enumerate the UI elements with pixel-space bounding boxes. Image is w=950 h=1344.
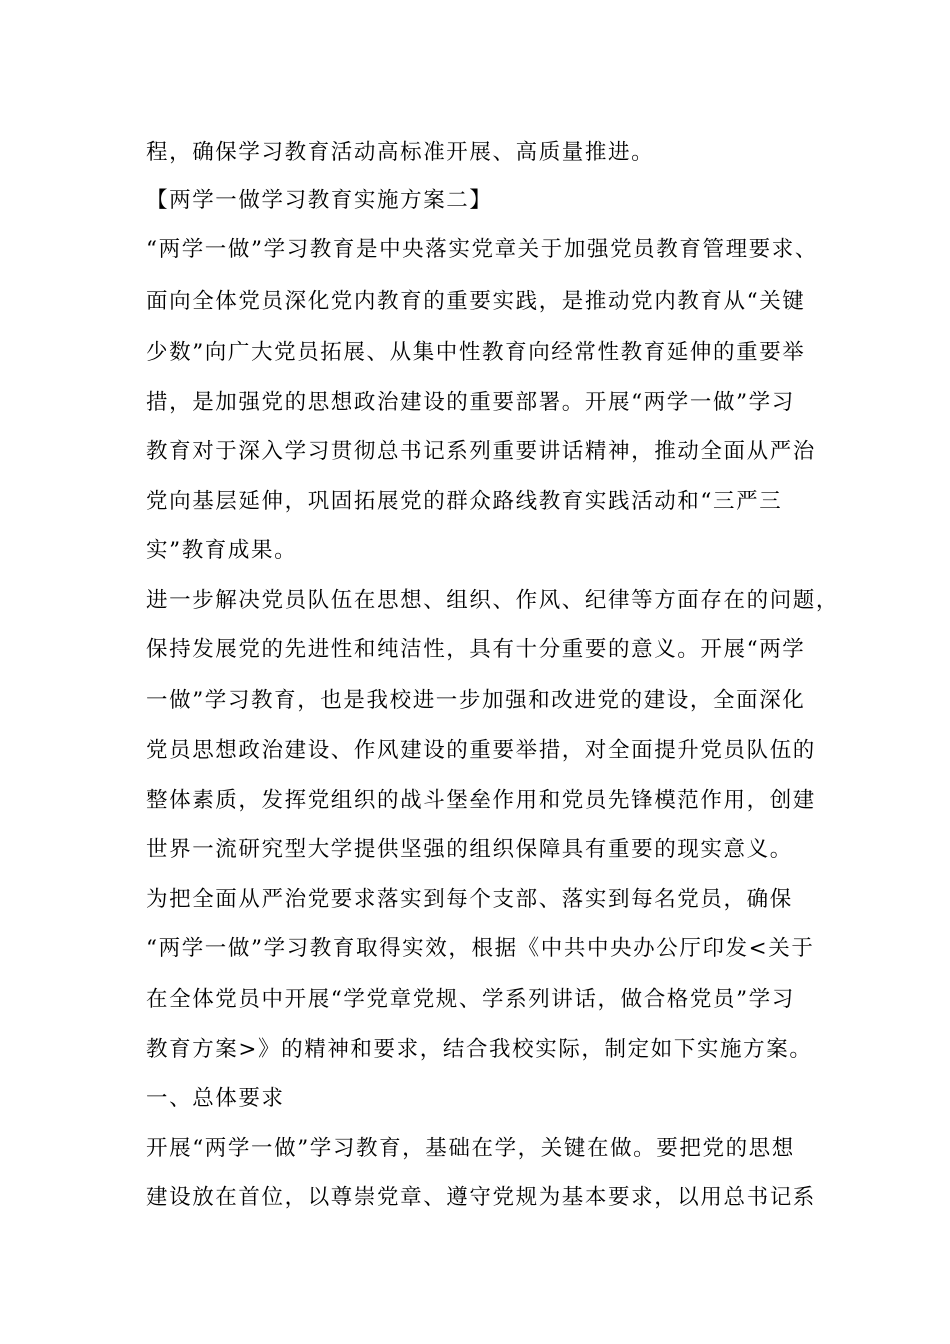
text-line: 措，是加强党的思想政治建设的重要部署。开展“两学一做”学习 <box>146 390 795 415</box>
text-line: 面向全体党员深化党内教育的重要实践，是推动党内教育从“关键 <box>146 289 806 314</box>
text-line: 教育对于深入学习贯彻总书记系列重要讲话精神，推动全面从严治 <box>146 439 816 464</box>
text-line: 为把全面从严治党要求落实到每个支部、落实到每名党员，确保 <box>146 887 793 912</box>
text-line: 开展“两学一做”学习教育，基础在学，关键在做。要把党的思想 <box>146 1136 795 1161</box>
text-line: “两学一做”学习教育是中央落实党章关于加强党员教育管理要求、 <box>146 237 818 262</box>
text-line: 进一步解决党员队伍在思想、组织、作风、纪律等方面存在的问题， <box>146 588 840 613</box>
text-line: “两学一做”学习教育取得实效，根据《中共中央办公厅印发<关于 <box>146 936 815 961</box>
text-line: 保持发展党的先进性和纯洁性，具有十分重要的意义。开展“两学 <box>146 637 806 662</box>
text-line: 一做”学习教育，也是我校进一步加强和改进党的建设，全面深化 <box>146 688 806 713</box>
text-line: 世界一流研究型大学提供坚强的组织保障具有重要的现实意义。 <box>146 837 793 862</box>
section-heading: 一、总体要求 <box>146 1086 285 1111</box>
text-line: 建设放在首位，以尊崇党章、遵守党规为基本要求，以用总书记系 <box>146 1185 816 1210</box>
text-line: 党向基层延伸，巩固拓展党的群众路线教育实践活动和“三严三 <box>146 489 783 514</box>
text-line: 在全体党员中开展“学党章党规、学系列讲话，做合格党员”学习 <box>146 987 795 1012</box>
section-heading: 【两学一做学习教育实施方案二】 <box>146 188 493 213</box>
text-line: 党员思想政治建设、作风建设的重要举措，对全面提升党员队伍的 <box>146 738 816 763</box>
text-line: 少数”向广大党员拓展、从集中性教育向经常性教育延伸的重要举 <box>146 340 806 365</box>
text-line: 程，确保学习教育活动高标准开展、高质量推进。 <box>146 140 655 165</box>
text-line: 整体素质，发挥党组织的战斗堡垒作用和党员先锋模范作用，创建 <box>146 788 816 813</box>
text-line: 实”教育成果。 <box>146 538 298 563</box>
text-line: 教育方案>》的精神和要求，结合我校实际，制定如下实施方案。 <box>146 1037 813 1062</box>
